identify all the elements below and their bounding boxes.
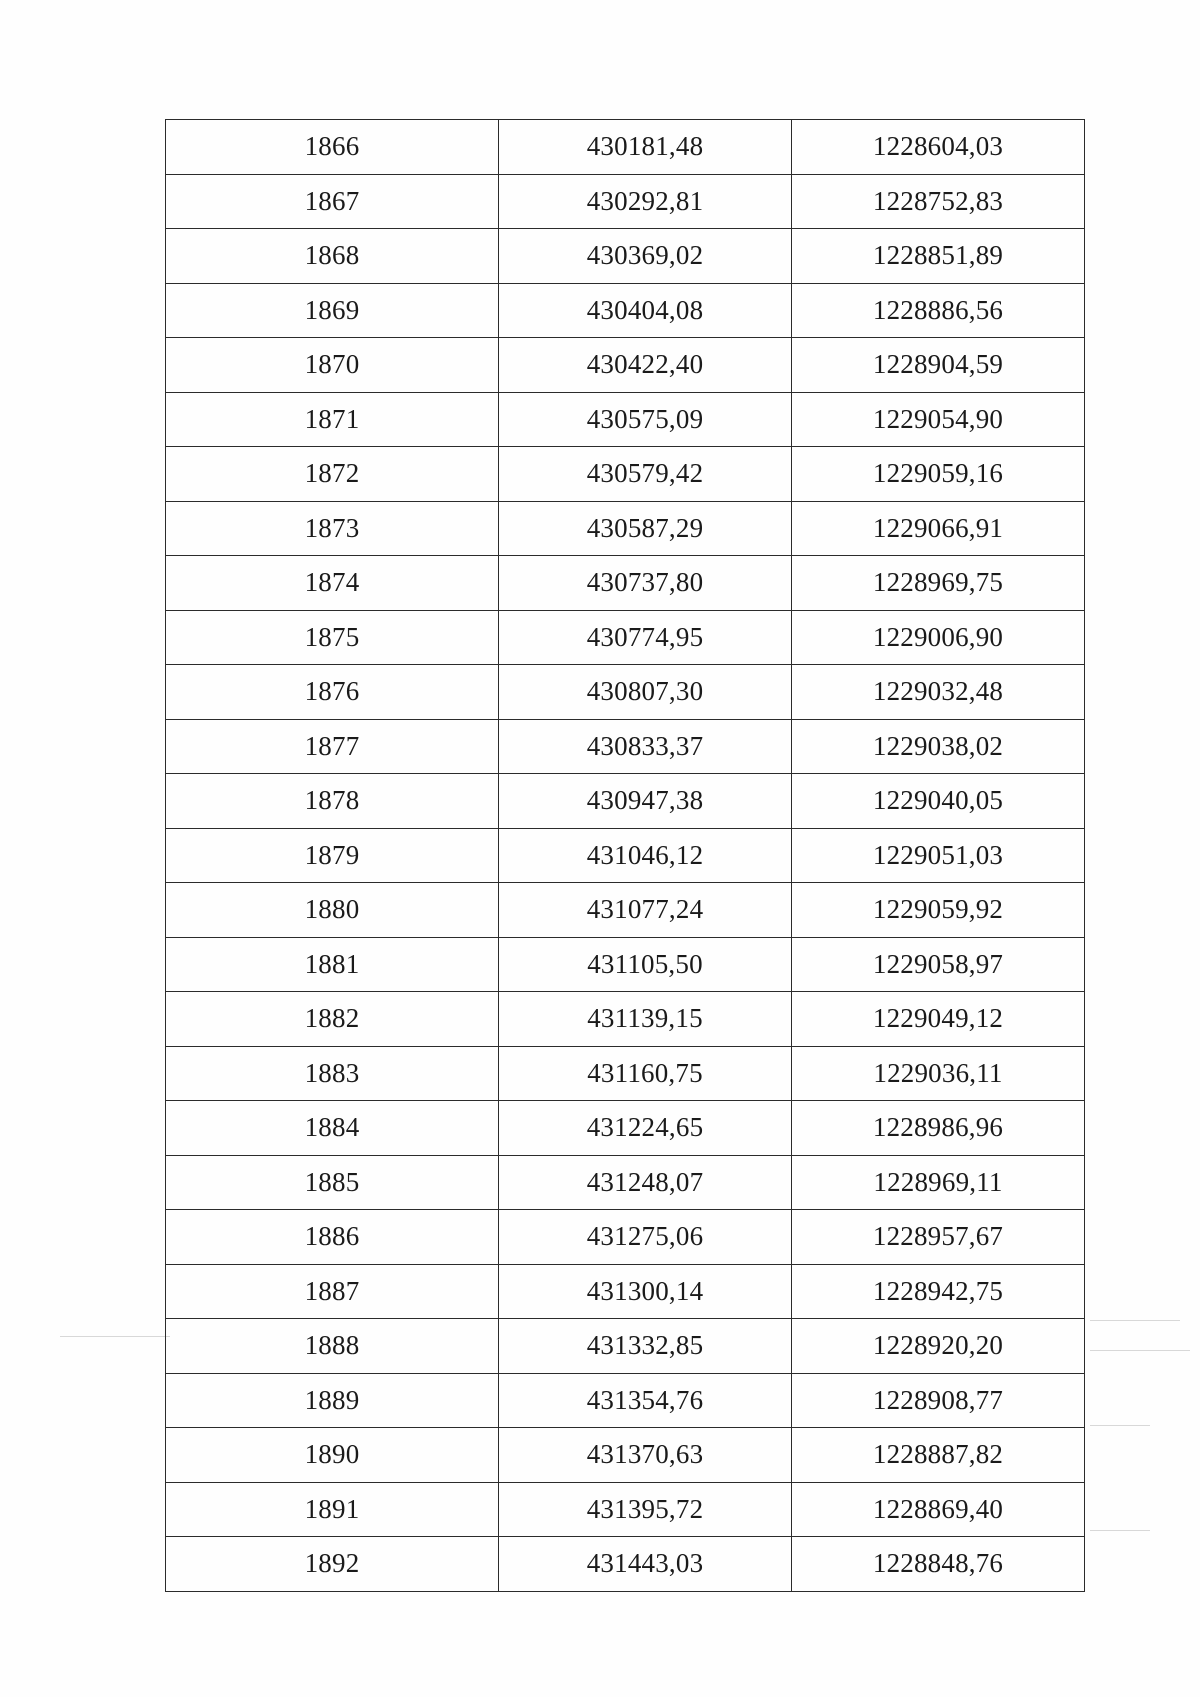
y-coordinate: 1229066,91 bbox=[792, 501, 1085, 556]
table-row bbox=[166, 883, 1085, 938]
table-row bbox=[166, 1264, 1085, 1319]
scan-artifact bbox=[60, 1336, 170, 1337]
x-coordinate: 431370,63 bbox=[499, 1428, 792, 1483]
table-row bbox=[166, 229, 1085, 284]
table-row bbox=[166, 1046, 1085, 1101]
point-number: 1870 bbox=[166, 338, 499, 393]
x-coordinate: 431275,06 bbox=[499, 1210, 792, 1265]
table-row bbox=[166, 937, 1085, 992]
point-number: 1876 bbox=[166, 665, 499, 720]
table-row bbox=[166, 1537, 1085, 1592]
y-coordinate: 1228869,40 bbox=[792, 1482, 1085, 1537]
x-coordinate: 430774,95 bbox=[499, 610, 792, 665]
y-coordinate: 1228851,89 bbox=[792, 229, 1085, 284]
y-coordinate: 1228986,96 bbox=[792, 1101, 1085, 1156]
x-coordinate: 431354,76 bbox=[499, 1373, 792, 1428]
point-number: 1878 bbox=[166, 774, 499, 829]
table-row bbox=[166, 610, 1085, 665]
point-number: 1873 bbox=[166, 501, 499, 556]
x-coordinate: 430579,42 bbox=[499, 447, 792, 502]
table-row bbox=[166, 1373, 1085, 1428]
table-row bbox=[166, 828, 1085, 883]
table-row bbox=[166, 338, 1085, 393]
y-coordinate: 1229059,92 bbox=[792, 883, 1085, 938]
y-coordinate: 1228942,75 bbox=[792, 1264, 1085, 1319]
point-number: 1874 bbox=[166, 556, 499, 611]
x-coordinate: 430404,08 bbox=[499, 283, 792, 338]
scan-artifact bbox=[1090, 1350, 1190, 1351]
y-coordinate: 1229032,48 bbox=[792, 665, 1085, 720]
point-number: 1866 bbox=[166, 120, 499, 175]
table-row bbox=[166, 719, 1085, 774]
x-coordinate: 430737,80 bbox=[499, 556, 792, 611]
point-number: 1879 bbox=[166, 828, 499, 883]
x-coordinate: 430587,29 bbox=[499, 501, 792, 556]
point-number: 1891 bbox=[166, 1482, 499, 1537]
x-coordinate: 431224,65 bbox=[499, 1101, 792, 1156]
y-coordinate: 1229036,11 bbox=[792, 1046, 1085, 1101]
y-coordinate: 1228886,56 bbox=[792, 283, 1085, 338]
point-number: 1882 bbox=[166, 992, 499, 1047]
x-coordinate: 431046,12 bbox=[499, 828, 792, 883]
y-coordinate: 1229051,03 bbox=[792, 828, 1085, 883]
x-coordinate: 430181,48 bbox=[499, 120, 792, 175]
point-number: 1888 bbox=[166, 1319, 499, 1374]
x-coordinate: 431248,07 bbox=[499, 1155, 792, 1210]
point-number: 1880 bbox=[166, 883, 499, 938]
x-coordinate: 430807,30 bbox=[499, 665, 792, 720]
y-coordinate: 1229049,12 bbox=[792, 992, 1085, 1047]
y-coordinate: 1228920,20 bbox=[792, 1319, 1085, 1374]
table-row bbox=[166, 992, 1085, 1047]
scan-artifact bbox=[1090, 1425, 1150, 1426]
x-coordinate: 430369,02 bbox=[499, 229, 792, 284]
table-row bbox=[166, 501, 1085, 556]
point-number: 1871 bbox=[166, 392, 499, 447]
x-coordinate: 431105,50 bbox=[499, 937, 792, 992]
x-coordinate: 430947,38 bbox=[499, 774, 792, 829]
y-coordinate: 1228908,77 bbox=[792, 1373, 1085, 1428]
point-number: 1875 bbox=[166, 610, 499, 665]
point-number: 1892 bbox=[166, 1537, 499, 1592]
y-coordinate: 1228887,82 bbox=[792, 1428, 1085, 1483]
point-number: 1877 bbox=[166, 719, 499, 774]
point-number: 1890 bbox=[166, 1428, 499, 1483]
table-row bbox=[166, 1319, 1085, 1374]
y-coordinate: 1229054,90 bbox=[792, 392, 1085, 447]
point-number: 1885 bbox=[166, 1155, 499, 1210]
point-number: 1886 bbox=[166, 1210, 499, 1265]
x-coordinate: 431077,24 bbox=[499, 883, 792, 938]
point-number: 1884 bbox=[166, 1101, 499, 1156]
table-row bbox=[166, 556, 1085, 611]
y-coordinate: 1229038,02 bbox=[792, 719, 1085, 774]
table-row bbox=[166, 1482, 1085, 1537]
table-row bbox=[166, 1101, 1085, 1156]
table-row bbox=[166, 774, 1085, 829]
point-number: 1868 bbox=[166, 229, 499, 284]
x-coordinate: 430575,09 bbox=[499, 392, 792, 447]
table-row bbox=[166, 392, 1085, 447]
point-number: 1887 bbox=[166, 1264, 499, 1319]
table-row bbox=[166, 1428, 1085, 1483]
y-coordinate: 1229006,90 bbox=[792, 610, 1085, 665]
coordinates-table bbox=[165, 119, 1085, 1592]
x-coordinate: 431395,72 bbox=[499, 1482, 792, 1537]
y-coordinate: 1229058,97 bbox=[792, 937, 1085, 992]
table-row bbox=[166, 447, 1085, 502]
x-coordinate: 431332,85 bbox=[499, 1319, 792, 1374]
x-coordinate: 431300,14 bbox=[499, 1264, 792, 1319]
table-row bbox=[166, 665, 1085, 720]
table-row bbox=[166, 120, 1085, 175]
scan-artifact bbox=[1090, 1530, 1150, 1531]
y-coordinate: 1228848,76 bbox=[792, 1537, 1085, 1592]
table-row bbox=[166, 1210, 1085, 1265]
x-coordinate: 431443,03 bbox=[499, 1537, 792, 1592]
point-number: 1881 bbox=[166, 937, 499, 992]
point-number: 1889 bbox=[166, 1373, 499, 1428]
table-row bbox=[166, 1155, 1085, 1210]
y-coordinate: 1228604,03 bbox=[792, 120, 1085, 175]
y-coordinate: 1229059,16 bbox=[792, 447, 1085, 502]
y-coordinate: 1228904,59 bbox=[792, 338, 1085, 393]
point-number: 1869 bbox=[166, 283, 499, 338]
point-number: 1872 bbox=[166, 447, 499, 502]
coordinates-table-body bbox=[166, 120, 1085, 1592]
y-coordinate: 1228752,83 bbox=[792, 174, 1085, 229]
table-row bbox=[166, 174, 1085, 229]
x-coordinate: 431139,15 bbox=[499, 992, 792, 1047]
y-coordinate: 1228969,75 bbox=[792, 556, 1085, 611]
point-number: 1867 bbox=[166, 174, 499, 229]
x-coordinate: 430292,81 bbox=[499, 174, 792, 229]
table-row bbox=[166, 283, 1085, 338]
point-number: 1883 bbox=[166, 1046, 499, 1101]
scan-artifact bbox=[1090, 1320, 1180, 1321]
y-coordinate: 1228969,11 bbox=[792, 1155, 1085, 1210]
y-coordinate: 1229040,05 bbox=[792, 774, 1085, 829]
y-coordinate: 1228957,67 bbox=[792, 1210, 1085, 1265]
x-coordinate: 430833,37 bbox=[499, 719, 792, 774]
x-coordinate: 431160,75 bbox=[499, 1046, 792, 1101]
x-coordinate: 430422,40 bbox=[499, 338, 792, 393]
